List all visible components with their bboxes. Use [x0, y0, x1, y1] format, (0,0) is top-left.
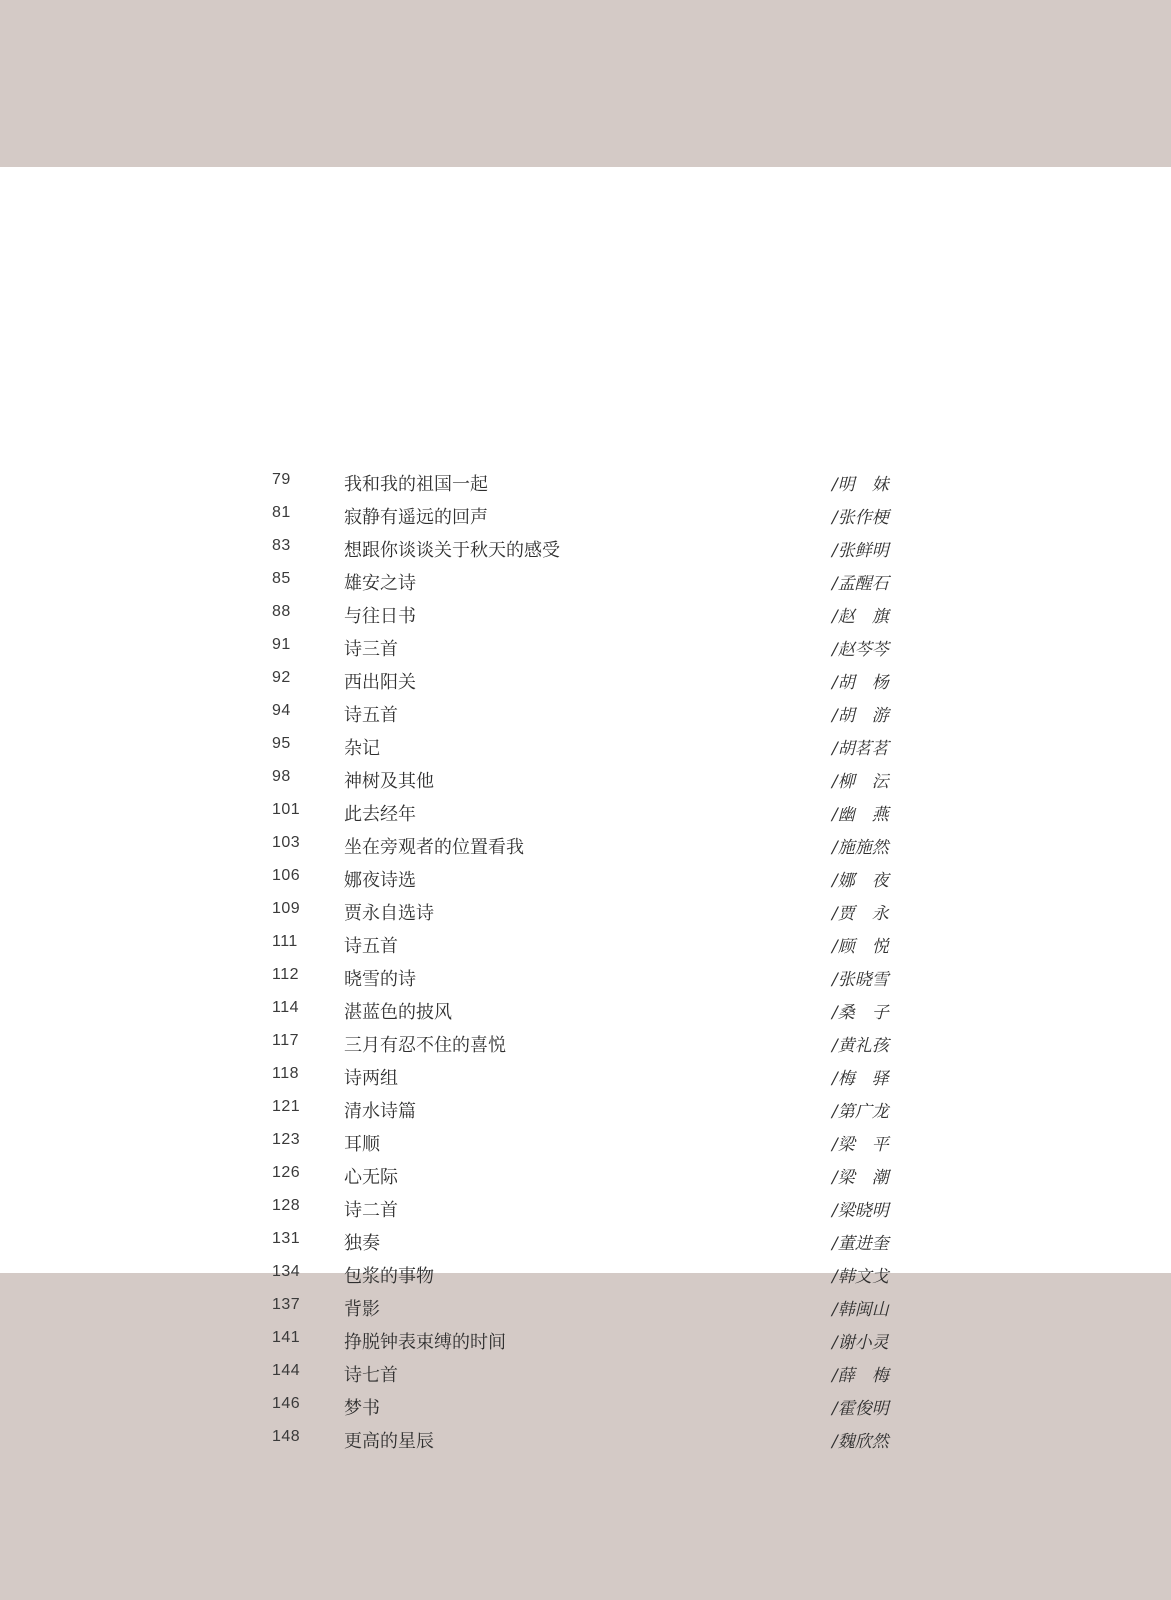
toc-row — [0, 863, 1171, 896]
toc-author: /娜 夜 — [832, 871, 889, 891]
toc-title: 三月有忍不住的喜悦 — [344, 1035, 506, 1056]
toc-title: 诗两组 — [344, 1068, 398, 1089]
top-band — [0, 0, 1171, 167]
toc-title: 挣脱钟表束缚的时间 — [344, 1332, 506, 1353]
toc-page-number: 141 — [272, 1329, 301, 1346]
toc-author: /孟醒石 — [832, 574, 889, 594]
toc-title: 心无际 — [344, 1167, 398, 1188]
table-of-contents — [0, 467, 1171, 1457]
toc-title: 贾永自选诗 — [344, 903, 434, 924]
toc-page-number: 112 — [272, 966, 300, 983]
toc-author: /胡 游 — [832, 706, 889, 726]
toc-row — [0, 566, 1171, 599]
toc-author: /第广龙 — [832, 1102, 889, 1122]
toc-title: 娜夜诗选 — [344, 870, 416, 891]
toc-page-number: 79 — [272, 471, 291, 488]
toc-title: 我和我的祖国一起 — [344, 474, 488, 495]
toc-author: /张作梗 — [832, 508, 889, 528]
toc-page-number: 128 — [272, 1197, 301, 1214]
toc-row — [0, 962, 1171, 995]
toc-row — [0, 1160, 1171, 1193]
toc-page-number: 98 — [272, 768, 291, 785]
toc-title: 想跟你谈谈关于秋天的感受 — [344, 540, 560, 561]
toc-author: /魏欣然 — [832, 1432, 889, 1452]
toc-page-number: 81 — [272, 504, 291, 521]
toc-author: /胡茗茗 — [832, 739, 889, 759]
toc-title: 诗二首 — [344, 1200, 398, 1221]
toc-row — [0, 1193, 1171, 1226]
toc-title: 背影 — [344, 1299, 380, 1320]
toc-title: 西出阳关 — [344, 672, 416, 693]
toc-title: 耳顺 — [344, 1134, 380, 1155]
toc-title: 诗三首 — [344, 639, 398, 660]
toc-page-number: 111 — [272, 933, 298, 950]
toc-page-number: 126 — [272, 1164, 301, 1181]
toc-page-number: 91 — [272, 636, 291, 653]
toc-page-number: 121 — [272, 1098, 301, 1115]
toc-title: 更高的星辰 — [344, 1431, 434, 1452]
toc-author: /薛 梅 — [832, 1366, 889, 1386]
toc-author: /霍俊明 — [832, 1399, 889, 1419]
toc-author: /贾 永 — [832, 904, 889, 924]
toc-title: 晓雪的诗 — [344, 969, 416, 990]
toc-title: 坐在旁观者的位置看我 — [344, 837, 524, 858]
toc-page-number: 85 — [272, 570, 291, 587]
toc-title: 雄安之诗 — [344, 573, 416, 594]
toc-title: 诗五首 — [344, 705, 398, 726]
toc-page-number: 123 — [272, 1131, 301, 1148]
toc-title: 与往日书 — [344, 606, 416, 627]
toc-page-number: 94 — [272, 702, 291, 719]
toc-author: /赵 旗 — [832, 607, 889, 627]
toc-row — [0, 830, 1171, 863]
toc-title: 诗五首 — [344, 936, 398, 957]
toc-row — [0, 764, 1171, 797]
toc-title: 杂记 — [344, 738, 380, 759]
toc-row — [0, 1358, 1171, 1391]
toc-page-number: 131 — [272, 1230, 301, 1247]
toc-author: /幽 燕 — [832, 805, 889, 825]
toc-row — [0, 1061, 1171, 1094]
toc-title: 此去经年 — [344, 804, 416, 825]
toc-title: 梦书 — [344, 1398, 380, 1419]
toc-page-number: 118 — [272, 1065, 300, 1082]
toc-author: /梁 平 — [832, 1135, 889, 1155]
toc-row — [0, 1391, 1171, 1424]
toc-page-number: 109 — [272, 900, 301, 917]
toc-row — [0, 797, 1171, 830]
toc-author: /胡 杨 — [832, 673, 889, 693]
toc-row — [0, 698, 1171, 731]
toc-row — [0, 1424, 1171, 1457]
toc-page-number: 137 — [272, 1296, 301, 1313]
toc-row — [0, 1292, 1171, 1325]
toc-author: /梅 驿 — [832, 1069, 889, 1089]
toc-title: 诗七首 — [344, 1365, 398, 1386]
toc-row — [0, 599, 1171, 632]
toc-row — [0, 1028, 1171, 1061]
toc-row — [0, 632, 1171, 665]
toc-page-number: 148 — [272, 1428, 301, 1445]
toc-author: /明 妹 — [832, 475, 889, 495]
toc-page-number: 101 — [272, 801, 301, 818]
toc-page-number: 83 — [272, 537, 291, 554]
toc-author: /韩文戈 — [832, 1267, 889, 1287]
toc-author: /张鲜明 — [832, 541, 889, 561]
toc-title: 独奏 — [344, 1233, 380, 1254]
toc-title: 寂静有遥远的回声 — [344, 507, 488, 528]
toc-author: /桑 子 — [832, 1003, 889, 1023]
toc-row — [0, 929, 1171, 962]
toc-row — [0, 1325, 1171, 1358]
toc-row — [0, 1259, 1171, 1292]
toc-page-number: 103 — [272, 834, 301, 851]
toc-page-number: 95 — [272, 735, 291, 752]
toc-title: 清水诗篇 — [344, 1101, 416, 1122]
toc-page-number: 88 — [272, 603, 291, 620]
toc-page-number: 144 — [272, 1362, 301, 1379]
toc-row — [0, 665, 1171, 698]
toc-author: /梁晓明 — [832, 1201, 889, 1221]
toc-row — [0, 500, 1171, 533]
toc-row — [0, 995, 1171, 1028]
toc-author: /黄礼孩 — [832, 1036, 889, 1056]
toc-row — [0, 1094, 1171, 1127]
toc-author: /赵芩芩 — [832, 640, 889, 660]
toc-author: /柳 沄 — [832, 772, 889, 792]
toc-row — [0, 1127, 1171, 1160]
toc-row — [0, 731, 1171, 764]
toc-author: /梁 潮 — [832, 1168, 889, 1188]
toc-page-number: 106 — [272, 867, 301, 884]
toc-author: /董进奎 — [832, 1234, 889, 1254]
toc-page-number: 117 — [272, 1032, 300, 1049]
toc-row — [0, 533, 1171, 566]
toc-row — [0, 896, 1171, 929]
toc-title: 包浆的事物 — [344, 1266, 434, 1287]
toc-page-number: 114 — [272, 999, 300, 1016]
toc-page-number: 146 — [272, 1395, 301, 1412]
toc-author: /韩闽山 — [832, 1300, 889, 1320]
toc-row — [0, 467, 1171, 500]
toc-row — [0, 1226, 1171, 1259]
toc-page-number: 134 — [272, 1263, 301, 1280]
toc-author: /顾 悦 — [832, 937, 889, 957]
toc-title: 湛蓝色的披风 — [344, 1002, 452, 1023]
toc-title: 神树及其他 — [344, 771, 434, 792]
toc-page-number: 92 — [272, 669, 291, 686]
toc-author: /施施然 — [832, 838, 889, 858]
toc-author: /谢小灵 — [832, 1333, 889, 1353]
toc-author: /张晓雪 — [832, 970, 889, 990]
